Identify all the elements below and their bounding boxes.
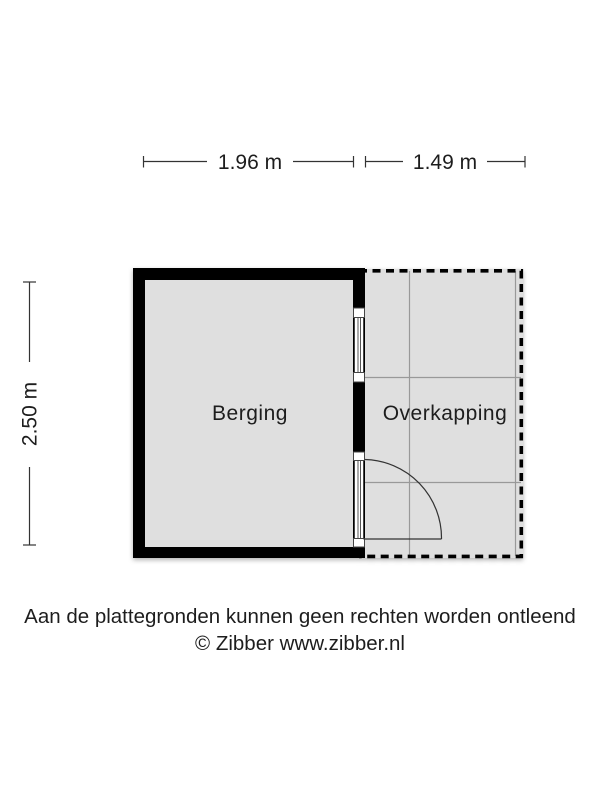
dimension-top-berging [144,151,354,174]
dimension-value-height: 2.50 m [18,381,42,447]
dimension-value-overkapping-width: 1.49 m [412,151,478,174]
room-label-berging: Berging [212,402,288,425]
window [354,308,365,382]
dimension-left-height [19,282,42,545]
window-glass [355,318,364,373]
window-sill-bottom [354,373,365,383]
copyright-text: © Zibber www.zibber.nl [195,632,405,655]
door-frame [355,461,364,539]
dimension-top-overkapping [366,151,526,174]
dimension-value-berging-width: 1.96 m [217,151,283,174]
disclaimer-text: Aan de plattegronden kunnen geen rechten worden ontleend [24,605,576,628]
room-label-overkapping: Overkapping [382,402,508,425]
footer [24,605,576,655]
window-sill-top [354,308,365,318]
door-jamb-top [354,452,365,461]
door-jamb-bottom [354,539,365,548]
floorplan-drawing [133,268,523,558]
